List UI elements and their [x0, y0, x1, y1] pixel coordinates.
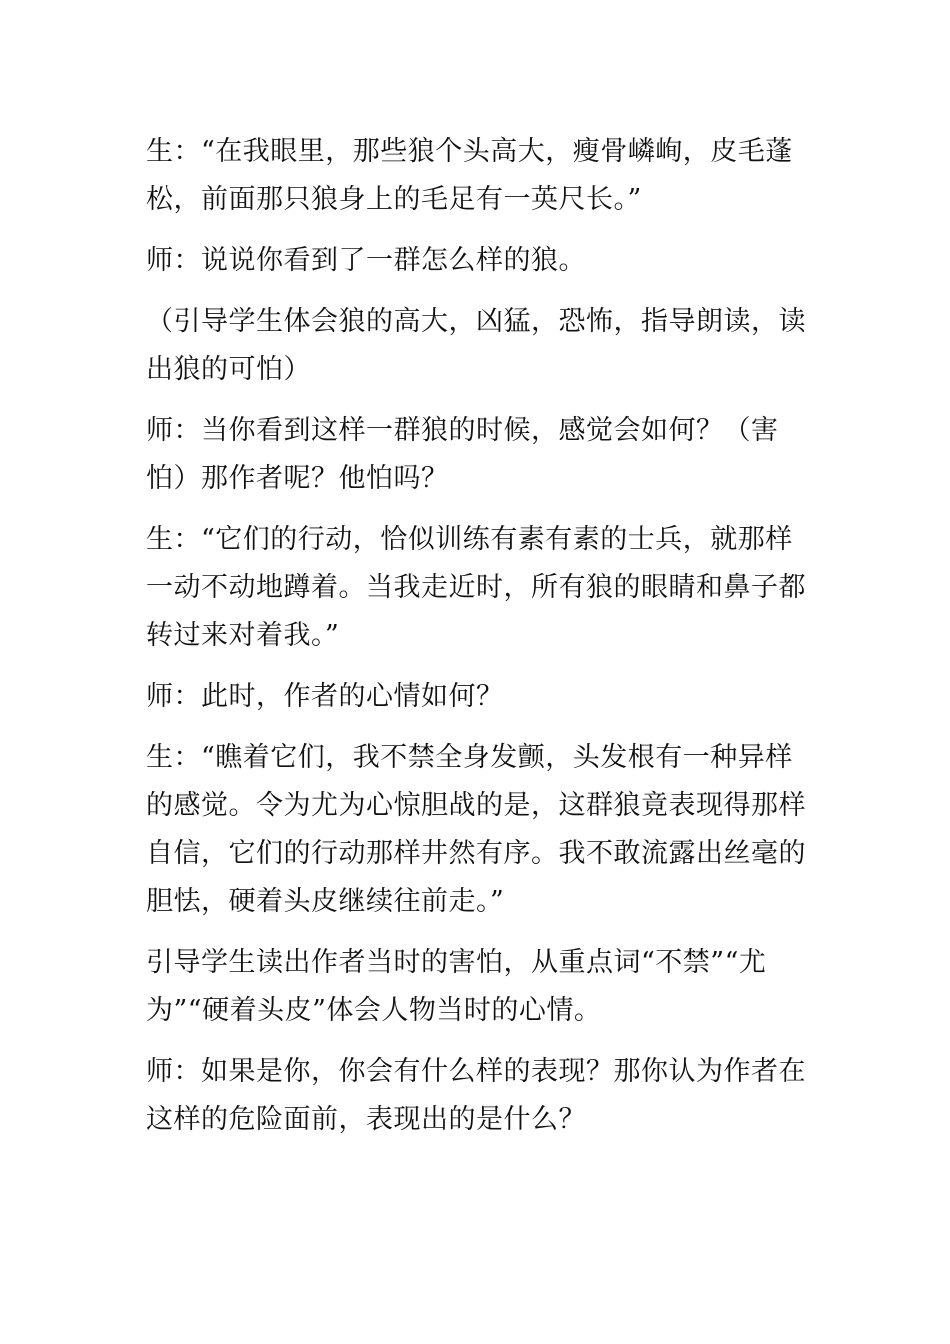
document-body	[146, 128, 806, 1157]
paragraph-guidance-reading: （引导学生体会狼的高大，凶猛，恐怖，指导朗读，读出狼的可怕）	[146, 306, 806, 385]
paragraph-student-wolves-action: 生：“它们的行动，恰似训练有素有素的士兵，就那样一动不动地蹲着。当我走近时，所有狼的眼睛和鼻子都转过来对着我。”	[146, 524, 806, 651]
paragraph-student-wolves-description: 生：“在我眼里，那些狼个头高大，瘦骨嶙峋，皮毛蓬松，前面那只狼身上的毛足有一英尺长。”	[146, 136, 793, 215]
paragraph-teacher-question-feeling: 师：当你看到这样一群狼的时候，感觉会如何？（害怕）那作者呢？他怕吗？	[146, 415, 779, 494]
paragraph-teacher-question-reaction: 师：如果是你，你会有什么样的表现？那你认为作者在这样的危险面前，表现出的是什么？	[146, 1056, 806, 1135]
paragraph-guidance-key-words: 引导学生读出作者当时的害怕，从重点词“不禁”“尤为”“硬着头皮”体会人物当时的心情。	[146, 947, 767, 1026]
paragraph-teacher-question-wolves: 师：说说你看到了一群怎么样的狼。	[146, 245, 586, 276]
paragraph-teacher-question-mood: 师：此时，作者的心情如何？	[146, 681, 504, 712]
paragraph-student-author-fear: 生：“瞧着它们，我不禁全身发颤，头发根有一种异样的感觉。令为尤为心惊胆战的是，这群狼竟表现得那样自信，它们的行动那样井然有序。我不敢流露出丝毫的胆怯，硬着头皮继续往前走。”	[146, 742, 806, 917]
